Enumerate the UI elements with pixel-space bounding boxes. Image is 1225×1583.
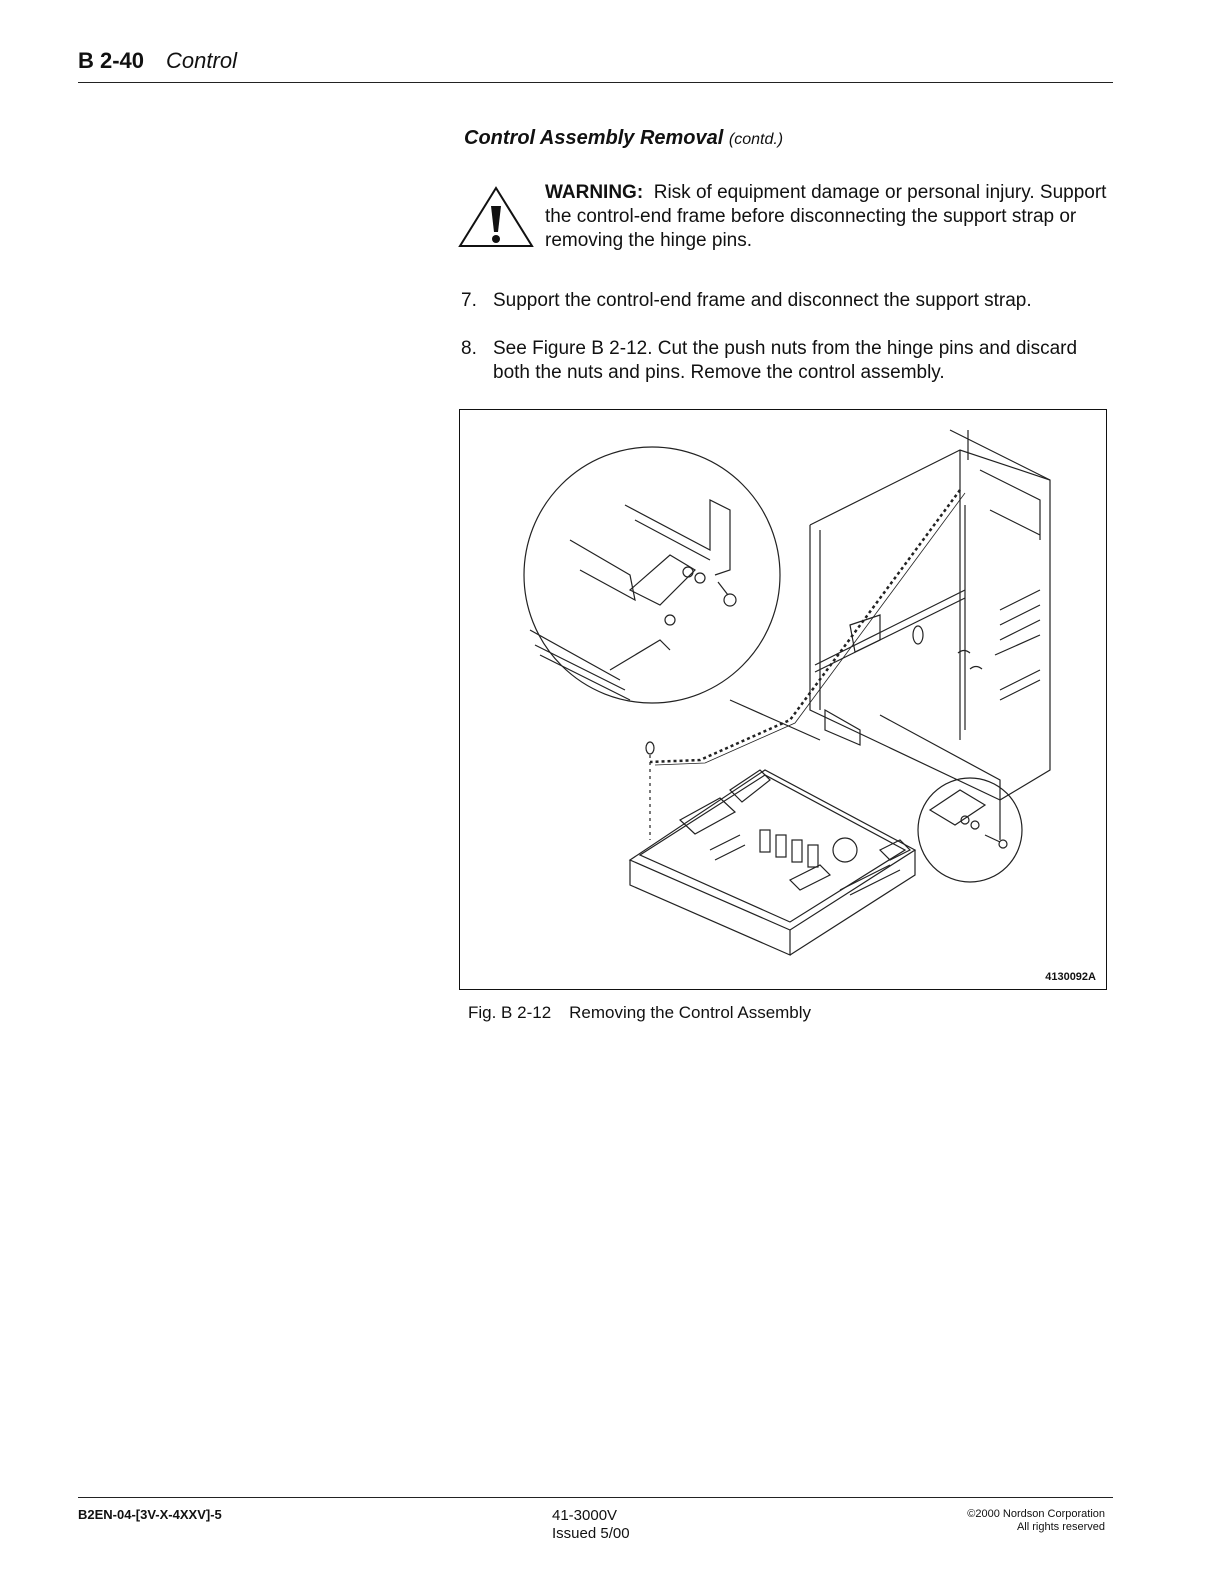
caption-label: Fig. B 2-12 [468, 1003, 552, 1022]
warning-text: Risk of equipment damage or personal injury. Support the control-end frame before disconnecting the support strap or removing the hinge pins. [545, 182, 1107, 251]
footer-right [967, 1508, 1105, 1534]
footer-issued: Issued 5/00 [552, 1525, 630, 1542]
subheading [464, 127, 783, 150]
section-title: Control [166, 48, 237, 73]
figure-caption [468, 1003, 811, 1023]
footer-part-number: 41-3000V [552, 1507, 618, 1524]
footer-doc-code: B2EN-04-[3V-X-4XXV]-5 [78, 1507, 222, 1522]
caption-text: Removing the Control Assembly [569, 1003, 812, 1022]
figure-id: 4130092A [1045, 971, 1096, 983]
warning-block [545, 181, 1120, 253]
step-text: Support the control-end frame and disconnect the support strap. [493, 290, 1032, 311]
figure-b2-12 [459, 409, 1107, 990]
step-number: 7. [461, 290, 477, 311]
step-number: 8. [461, 338, 477, 359]
control-assembly-illustration [460, 410, 1106, 989]
header-rule [78, 82, 1113, 83]
footer-rule [78, 1497, 1113, 1498]
footer-rights: All rights reserved [1016, 1521, 1105, 1533]
subheading-suffix: (contd.) [728, 131, 784, 148]
page-header [78, 48, 237, 74]
footer-center [552, 1507, 630, 1543]
section-number: B 2-40 [78, 48, 145, 73]
subheading-title: Control Assembly Removal [464, 127, 724, 149]
warning-label: WARNING: [545, 182, 644, 203]
footer-copyright: ©2000 Nordson Corporation [967, 1508, 1105, 1520]
step-text: See Figure B 2-12. Cut the push nuts from the hinge pins and discard both the nuts and pins. Remove the control assembly. [493, 338, 1078, 383]
warning-triangle-icon [458, 186, 534, 248]
